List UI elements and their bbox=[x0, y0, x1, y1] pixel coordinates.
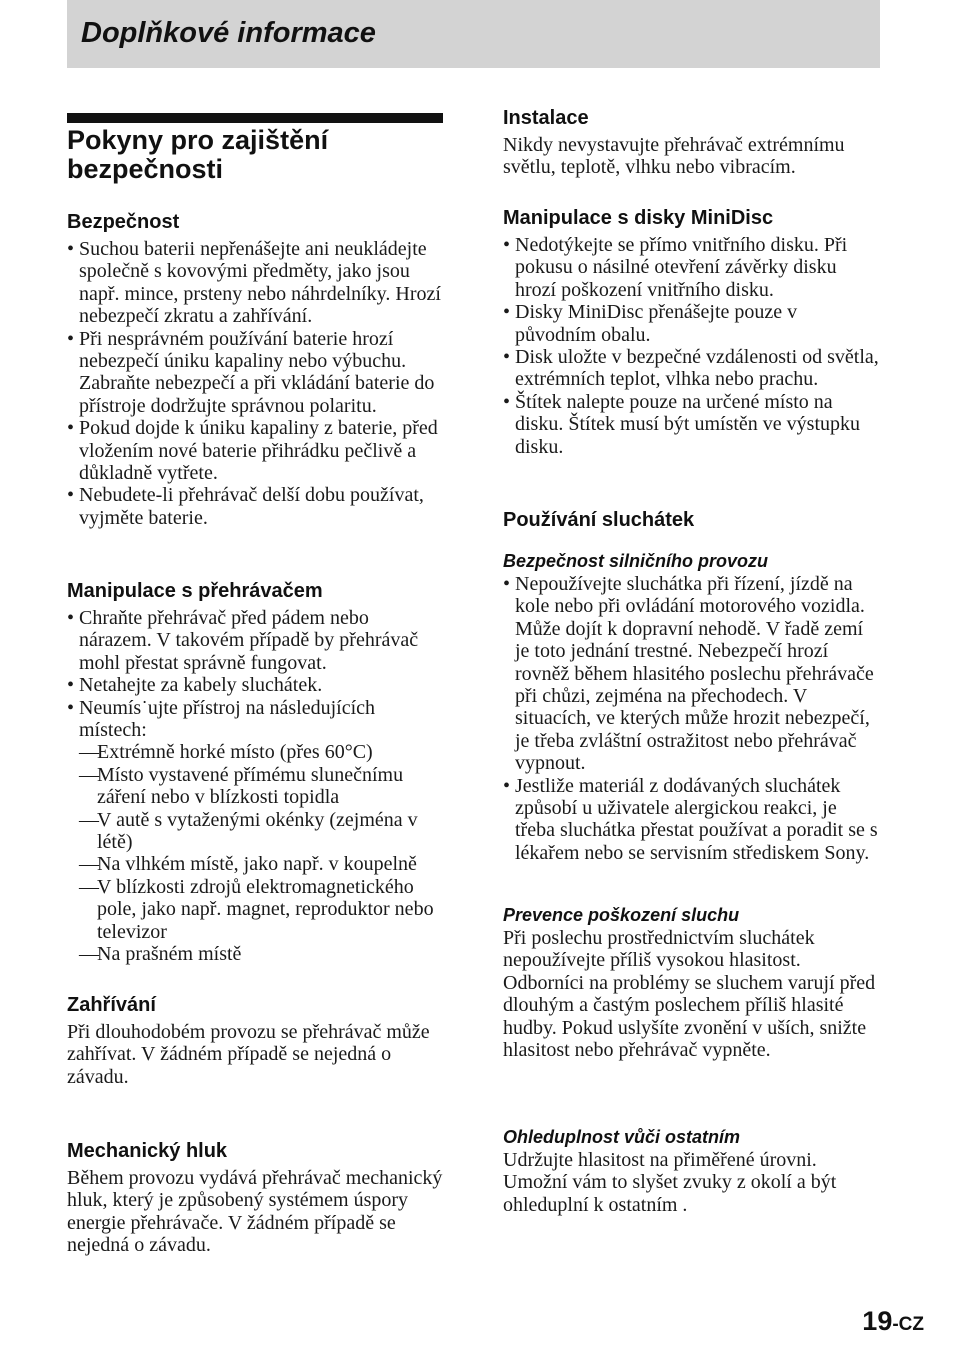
heading-instalace: Instalace bbox=[503, 107, 589, 129]
list-item: • Chraňte přehrávač před pádem nebo nárazem. V takovém případě by přehrávač mohl přestat správně fungovat. bbox=[67, 607, 443, 674]
list-minidisc bbox=[503, 234, 881, 458]
page-number bbox=[862, 1306, 924, 1337]
list-item: • Štítek nalepte pouze na určené místo na disku. Štítek musí být umístěn ve výstupku disku. bbox=[503, 391, 881, 458]
list-item: • Suchou baterii nepřenášejte ani neukládejte společně s kovovými předměty, jako jsou např. mince, prsteny nebo náhrdelníky. Hrozí nebezpečí zkratu a zahřívání. bbox=[67, 238, 443, 328]
section-instalace bbox=[503, 106, 881, 179]
list-locations bbox=[67, 741, 443, 965]
title-rule bbox=[67, 113, 443, 123]
subheading-traffic: Bezpečnost silničního provozu bbox=[503, 551, 769, 571]
section-zahrivani bbox=[67, 993, 443, 1088]
list-manipulace bbox=[67, 607, 443, 741]
list-item: — Na vlhkém místě, jako např. v koupelně bbox=[79, 853, 443, 875]
page-title: Pokyny pro zajištění bezpečnosti bbox=[67, 125, 329, 184]
section-manipulace bbox=[67, 579, 443, 966]
text-instalace: Nikdy nevystavujte přehrávač extrémnímu světlu, teplotě, vlhku nebo vibracím. bbox=[503, 134, 845, 179]
section-sluchatka bbox=[503, 508, 881, 536]
page-number-value: 19 bbox=[862, 1306, 893, 1336]
list-item: • Při nesprávném používání baterie hrozí nebezpečí úniku kapaliny nebo výbuchu. Zabraňte nebezpečí a při vkládání baterie do přístroje dodržujte správnou polaritu. bbox=[67, 328, 443, 418]
list-traffic bbox=[503, 573, 881, 864]
section-banner bbox=[67, 0, 880, 68]
section-bezpecnost bbox=[67, 210, 443, 529]
section-others bbox=[503, 1127, 881, 1216]
list-item: • Neumís˙ujte přístroj na následujících místech: bbox=[67, 697, 443, 742]
heading-minidisc: Manipulace s disky MiniDisc bbox=[503, 207, 774, 229]
heading-zahrivani: Zahřívání bbox=[67, 994, 156, 1016]
section-minidisc bbox=[503, 206, 881, 458]
heading-manipulace: Manipulace s přehrávačem bbox=[67, 580, 323, 602]
text-hluk: Během provozu vydává přehrávač mechanický hluk, který je způsobený systémem úspory energie přehrávače. V žádném případě se nejedná o závadu. bbox=[67, 1167, 443, 1257]
page-number-suffix: -CZ bbox=[892, 1314, 924, 1335]
text-others: Udržujte hlasitost na přiměřené úrovni. Umožní vám to slyšet zvuky z okolí a být ohleduplní k ostatním . bbox=[503, 1149, 837, 1216]
section-traffic bbox=[503, 551, 881, 864]
list-item: • Disk uložte v bezpečné vzdálenosti od světla, extrémních teplot, vlhka nebo prachu. bbox=[503, 346, 881, 391]
text-hearing: Při poslechu prostřednictvím sluchátek nepoužívejte příliš vysokou hlasitost. Odborníci na problémy se sluchem varují před dlouhým a častým poslechem příliš hlasité hudby. Pokud uslyšíte zvonění v uších, snižte hlasitost nebo přehrávač vypněte. bbox=[503, 927, 876, 1062]
subheading-hearing: Prevence poškození sluchu bbox=[503, 905, 740, 925]
list-item: — Extrémně horké místo (přes 60°C) bbox=[79, 741, 443, 763]
list-item: • Nedotýkejte se přímo vnitřního disku. Při pokusu o násilné otevření závěrky disku hrozí poškození vnitřního disku. bbox=[503, 234, 881, 301]
list-item: — V blízkosti zdrojů elektromagnetického pole, jako např. magnet, reproduktor nebo televizor bbox=[79, 876, 443, 943]
heading-sluchatka: Používání sluchátek bbox=[503, 509, 695, 531]
list-item: • Jestliže materiál z dodávaných sluchátek způsobí u uživatele alergickou reakci, je třeba sluchátka přestat používat a poradit se s lékařem nebo se servisním střediskem Sony. bbox=[503, 775, 881, 865]
list-item: • Pokud dojde k úniku kapaliny z baterie, před vložením nové baterie přihrádku pečlivě a důkladně vytřete. bbox=[67, 417, 443, 484]
list-item: — Na prašném místě bbox=[79, 943, 443, 965]
list-bezpecnost bbox=[67, 238, 443, 529]
list-item: • Nepoužívejte sluchátka při řízení, jízdě na kole nebo při ovládání motorového vozidla. Může dojít k dopravní nehodě. V řadě zemí je toto jednání trestné. Nebezpečí hrozí rovněž během hlasitého poslechu přehrávače při chůzi, zejména na přechodech. V situacích, ve kterých může hrozit nebezpečí, je třeba zvláštní ostražitost nebo přehrávač vypnout. bbox=[503, 573, 881, 775]
section-hluk bbox=[67, 1139, 443, 1257]
section-title: Doplňkové informace bbox=[81, 17, 376, 49]
heading-bezpecnost: Bezpečnost bbox=[67, 211, 180, 233]
section-hearing bbox=[503, 905, 881, 1061]
list-item: — V autě s vytaženými okénky (zejména v létě) bbox=[79, 809, 443, 854]
subheading-others: Ohleduplnost vůči ostatním bbox=[503, 1127, 741, 1147]
list-item: — Místo vystavené přímému slunečnímu záření nebo v blízkosti topidla bbox=[79, 764, 443, 809]
heading-hluk: Mechanický hluk bbox=[67, 1140, 228, 1162]
text-zahrivani: Při dlouhodobém provozu se přehrávač může zahřívat. V žádném případě se nejedná o závadu. bbox=[67, 1021, 430, 1088]
list-item: • Disky MiniDisc přenášejte pouze v původním obalu. bbox=[503, 301, 881, 346]
list-item: • Netahejte za kabely sluchátek. bbox=[67, 674, 443, 696]
list-item: • Nebudete-li přehrávač delší dobu používat, vyjměte baterie. bbox=[67, 484, 443, 529]
